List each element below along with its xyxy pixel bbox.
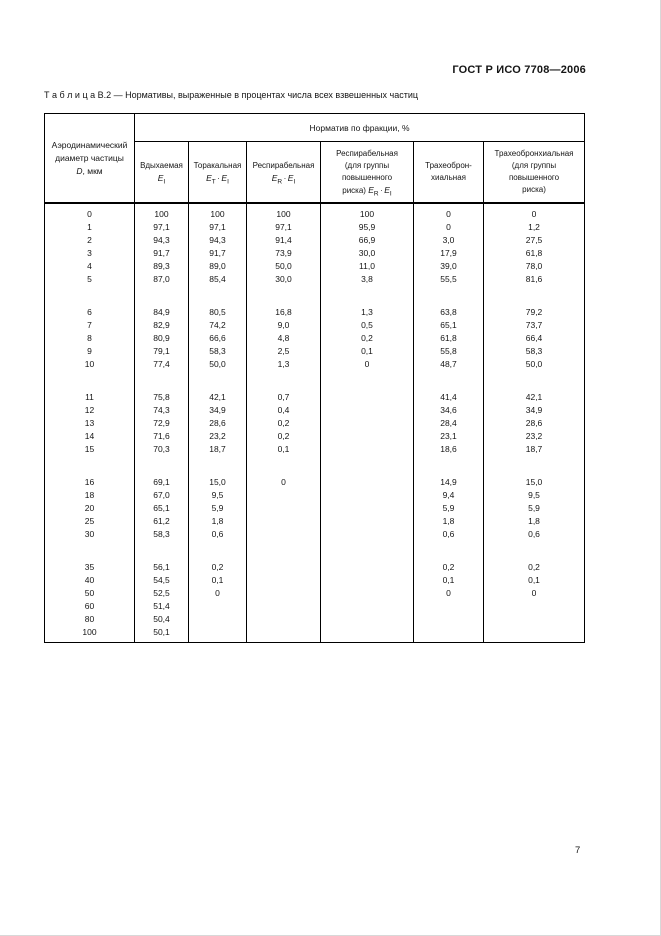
table-cell: 73,9 bbox=[247, 247, 321, 260]
table-cell: 55,8 bbox=[414, 345, 484, 358]
table-cell: 34,6 bbox=[414, 404, 484, 417]
table-cell: 13 bbox=[45, 417, 135, 430]
table-cell: 0,2 bbox=[247, 417, 321, 430]
table-cell: 23,2 bbox=[189, 430, 247, 443]
table-cell: 74,2 bbox=[189, 319, 247, 332]
table-cell: 9,4 bbox=[414, 489, 484, 502]
table-cell: 1,8 bbox=[414, 515, 484, 528]
table-row bbox=[45, 358, 585, 371]
table-cell: 0,2 bbox=[484, 561, 585, 574]
table-cell: 16 bbox=[45, 476, 135, 489]
table-cell bbox=[414, 600, 484, 613]
page-number: 7 bbox=[575, 845, 581, 856]
table-row bbox=[45, 345, 585, 358]
table-cell: 97,1 bbox=[135, 221, 189, 234]
table-row bbox=[45, 443, 585, 456]
table-cell: 0,1 bbox=[247, 443, 321, 456]
table-cell: 18,6 bbox=[414, 443, 484, 456]
table-cell bbox=[247, 600, 321, 613]
table-row bbox=[45, 391, 585, 404]
col-header-tracheobronchial-high-risk: Трахеобронхиальная (для группы повышенного риска) bbox=[484, 142, 585, 204]
table-cell: 80,9 bbox=[135, 332, 189, 345]
table-row bbox=[45, 306, 585, 319]
col-header-inhalable: Вдыхаемая $E_I$ bbox=[135, 142, 189, 204]
standard-code: ГОСТ Р ИСО 7708—2006 bbox=[452, 64, 586, 76]
table-cell: 0,2 bbox=[247, 430, 321, 443]
table-cell: 79,1 bbox=[135, 345, 189, 358]
table-cell: 80 bbox=[45, 613, 135, 626]
table-row bbox=[45, 430, 585, 443]
table-cell: 71,6 bbox=[135, 430, 189, 443]
table-cell: 15 bbox=[45, 443, 135, 456]
table-row bbox=[45, 561, 585, 574]
formula-respirable-high-risk: риска) $E_R \cdot E_I$ bbox=[342, 184, 392, 197]
table-cell bbox=[484, 613, 585, 626]
table-cell: 91,7 bbox=[135, 247, 189, 260]
table-row bbox=[45, 247, 585, 260]
table-cell: 58,3 bbox=[135, 528, 189, 541]
table-cell: 50,0 bbox=[484, 358, 585, 371]
table-cell: 50 bbox=[45, 587, 135, 600]
table-cell: 35 bbox=[45, 561, 135, 574]
table-cell: 0,6 bbox=[484, 528, 585, 541]
table-row bbox=[45, 489, 585, 502]
table-cell bbox=[321, 528, 414, 541]
table-cell bbox=[247, 515, 321, 528]
table-cell bbox=[414, 626, 484, 643]
table-cell: 100 bbox=[45, 626, 135, 643]
table-cell: 0,1 bbox=[484, 574, 585, 587]
table-cell: 100 bbox=[189, 203, 247, 221]
table-cell: 100 bbox=[247, 203, 321, 221]
table-cell: 9 bbox=[45, 345, 135, 358]
table-cell bbox=[189, 613, 247, 626]
table-row bbox=[45, 417, 585, 430]
table-cell: 6 bbox=[45, 306, 135, 319]
table-cell bbox=[321, 417, 414, 430]
col-header-diameter-symbol: D, мкм bbox=[76, 165, 103, 176]
table-cell: 56,1 bbox=[135, 561, 189, 574]
table-cell: 0,6 bbox=[414, 528, 484, 541]
table-cell: 11 bbox=[45, 391, 135, 404]
col-header-diameter-line1: Аэродинамический bbox=[51, 139, 128, 150]
table-cell: 61,2 bbox=[135, 515, 189, 528]
table-cell: 97,1 bbox=[247, 221, 321, 234]
table-cell: 9,0 bbox=[247, 319, 321, 332]
table-cell bbox=[189, 600, 247, 613]
table-cell bbox=[321, 600, 414, 613]
table-cell: 66,6 bbox=[189, 332, 247, 345]
table-cell: 100 bbox=[321, 203, 414, 221]
table-cell: 0 bbox=[189, 587, 247, 600]
table-cell: 58,3 bbox=[484, 345, 585, 358]
table-cell: 7 bbox=[45, 319, 135, 332]
norm-table bbox=[44, 113, 585, 643]
table-cell: 0,6 bbox=[189, 528, 247, 541]
table-cell: 42,1 bbox=[484, 391, 585, 404]
table-cell: 0 bbox=[414, 221, 484, 234]
formula-respirable: $E_R \cdot E_I$ bbox=[271, 172, 296, 185]
table-cell bbox=[321, 489, 414, 502]
table-cell: 0,2 bbox=[414, 561, 484, 574]
table-cell: 55,5 bbox=[414, 273, 484, 286]
table-cell bbox=[247, 561, 321, 574]
table-cell: 67,0 bbox=[135, 489, 189, 502]
table-cell: 30,0 bbox=[321, 247, 414, 260]
table-cell: 0,2 bbox=[189, 561, 247, 574]
table-cell: 89,3 bbox=[135, 260, 189, 273]
group-spacer-row bbox=[45, 286, 585, 306]
table-cell: 42,1 bbox=[189, 391, 247, 404]
table-cell: 10 bbox=[45, 358, 135, 371]
table-cell: 79,2 bbox=[484, 306, 585, 319]
table-cell: 23,1 bbox=[414, 430, 484, 443]
table-cell bbox=[321, 430, 414, 443]
table-cell: 52,5 bbox=[135, 587, 189, 600]
table-cell: 50,1 bbox=[135, 626, 189, 643]
table-cell: 80,5 bbox=[189, 306, 247, 319]
table-cell: 1 bbox=[45, 221, 135, 234]
group-spacer-row bbox=[45, 371, 585, 391]
col-header-diameter bbox=[45, 114, 135, 204]
formula-inhalable: $E_I$ bbox=[157, 172, 166, 185]
table-caption: Т а б л и ц а В.2 — Нормативы, выраженные в процентах числа всех взвешенных частиц bbox=[44, 90, 419, 100]
table-cell bbox=[321, 502, 414, 515]
table-cell: 28,6 bbox=[189, 417, 247, 430]
table-cell: 50,0 bbox=[189, 358, 247, 371]
table-cell: 0 bbox=[45, 203, 135, 221]
table-cell: 28,6 bbox=[484, 417, 585, 430]
table-cell: 77,4 bbox=[135, 358, 189, 371]
table-cell: 95,9 bbox=[321, 221, 414, 234]
table-cell: 61,8 bbox=[414, 332, 484, 345]
group-spacer-row bbox=[45, 541, 585, 561]
table-cell: 28,4 bbox=[414, 417, 484, 430]
table-cell: 11,0 bbox=[321, 260, 414, 273]
table-cell bbox=[247, 587, 321, 600]
table-cell: 4,8 bbox=[247, 332, 321, 345]
table-cell: 0,1 bbox=[189, 574, 247, 587]
table-cell: 15,0 bbox=[189, 476, 247, 489]
table-cell: 78,0 bbox=[484, 260, 585, 273]
table-cell: 18 bbox=[45, 489, 135, 502]
table-cell: 87,0 bbox=[135, 273, 189, 286]
table-cell: 70,3 bbox=[135, 443, 189, 456]
table-cell: 69,1 bbox=[135, 476, 189, 489]
table-cell: 91,4 bbox=[247, 234, 321, 247]
table-cell: 75,8 bbox=[135, 391, 189, 404]
table-cell: 50,0 bbox=[247, 260, 321, 273]
table-cell: 48,7 bbox=[414, 358, 484, 371]
table-cell: 30,0 bbox=[247, 273, 321, 286]
table-cell: 0,1 bbox=[321, 345, 414, 358]
table-cell bbox=[484, 626, 585, 643]
col-header-thoracic: Торакальная $E_T \cdot E_I$ bbox=[189, 142, 247, 204]
table-cell bbox=[321, 476, 414, 489]
table-row bbox=[45, 502, 585, 515]
table-cell: 0 bbox=[484, 587, 585, 600]
table-cell: 17,9 bbox=[414, 247, 484, 260]
table-cell: 94,3 bbox=[189, 234, 247, 247]
table-cell bbox=[247, 626, 321, 643]
table-cell: 66,4 bbox=[484, 332, 585, 345]
table-cell: 1,3 bbox=[247, 358, 321, 371]
table-cell: 82,9 bbox=[135, 319, 189, 332]
table-cell: 1,8 bbox=[484, 515, 585, 528]
table-row bbox=[45, 515, 585, 528]
table-cell: 20 bbox=[45, 502, 135, 515]
table-cell bbox=[321, 391, 414, 404]
span-header-norm-by-fraction: Норматив по фракции, % bbox=[135, 114, 585, 142]
table-row bbox=[45, 613, 585, 626]
table-cell: 72,9 bbox=[135, 417, 189, 430]
table-cell: 16,8 bbox=[247, 306, 321, 319]
table-cell bbox=[321, 574, 414, 587]
table-cell: 0,1 bbox=[414, 574, 484, 587]
table-cell: 5,9 bbox=[414, 502, 484, 515]
table-cell bbox=[321, 613, 414, 626]
table-cell: 23,2 bbox=[484, 430, 585, 443]
table-cell: 0,7 bbox=[247, 391, 321, 404]
table-row bbox=[45, 260, 585, 273]
table-cell bbox=[321, 626, 414, 643]
table-row bbox=[45, 600, 585, 613]
table-cell: 1,3 bbox=[321, 306, 414, 319]
table-cell: 14 bbox=[45, 430, 135, 443]
table-cell bbox=[321, 404, 414, 417]
table-cell: 12 bbox=[45, 404, 135, 417]
table-row bbox=[45, 332, 585, 345]
table-cell: 27,5 bbox=[484, 234, 585, 247]
table-row bbox=[45, 574, 585, 587]
table-cell bbox=[247, 528, 321, 541]
table-cell: 54,5 bbox=[135, 574, 189, 587]
table-row bbox=[45, 626, 585, 643]
table-cell: 65,1 bbox=[135, 502, 189, 515]
table-cell: 97,1 bbox=[189, 221, 247, 234]
table-cell: 9,5 bbox=[484, 489, 585, 502]
col-header-tracheobronchial: Трахеоброн- хиальная bbox=[414, 142, 484, 204]
table-cell: 0 bbox=[321, 358, 414, 371]
table-cell: 40 bbox=[45, 574, 135, 587]
table-cell: 5,9 bbox=[189, 502, 247, 515]
table-cell bbox=[189, 626, 247, 643]
col-header-respirable-high-risk: Респирабельная (для группы повышенного риска) $E_R \cdot E_I$ bbox=[321, 142, 414, 204]
table-cell: 0,2 bbox=[321, 332, 414, 345]
table-cell: 34,9 bbox=[189, 404, 247, 417]
table-row bbox=[45, 476, 585, 489]
table-row bbox=[45, 319, 585, 332]
table-cell: 3,8 bbox=[321, 273, 414, 286]
table-cell: 89,0 bbox=[189, 260, 247, 273]
table-cell: 85,4 bbox=[189, 273, 247, 286]
table-cell: 41,4 bbox=[414, 391, 484, 404]
table-cell: 9,5 bbox=[189, 489, 247, 502]
table-cell: 5,9 bbox=[484, 502, 585, 515]
table-cell: 34,9 bbox=[484, 404, 585, 417]
table-cell: 0,5 bbox=[321, 319, 414, 332]
table-cell: 25 bbox=[45, 515, 135, 528]
table-cell: 74,3 bbox=[135, 404, 189, 417]
table-cell: 1,8 bbox=[189, 515, 247, 528]
col-header-diameter-line2: диаметр частицы bbox=[55, 152, 124, 163]
table-cell bbox=[247, 613, 321, 626]
table-cell bbox=[321, 587, 414, 600]
table-cell: 8 bbox=[45, 332, 135, 345]
table-cell: 39,0 bbox=[414, 260, 484, 273]
table-cell: 66,9 bbox=[321, 234, 414, 247]
table-cell bbox=[247, 502, 321, 515]
group-spacer-row bbox=[45, 456, 585, 476]
table-body bbox=[45, 203, 585, 643]
formula-thoracic: $E_T \cdot E_I$ bbox=[206, 172, 229, 185]
table-cell: 2 bbox=[45, 234, 135, 247]
table-cell: 14,9 bbox=[414, 476, 484, 489]
table-cell bbox=[247, 574, 321, 587]
table-row bbox=[45, 404, 585, 417]
table-row bbox=[45, 528, 585, 541]
table-cell: 4 bbox=[45, 260, 135, 273]
table-row bbox=[45, 221, 585, 234]
table-cell: 58,3 bbox=[189, 345, 247, 358]
table-cell: 50,4 bbox=[135, 613, 189, 626]
table-cell: 61,8 bbox=[484, 247, 585, 260]
table-row bbox=[45, 234, 585, 247]
table-cell bbox=[321, 443, 414, 456]
table-cell: 18,7 bbox=[189, 443, 247, 456]
table-cell: 60 bbox=[45, 600, 135, 613]
table-cell: 0 bbox=[414, 587, 484, 600]
table-cell: 0 bbox=[414, 203, 484, 221]
table-cell: 18,7 bbox=[484, 443, 585, 456]
table-cell bbox=[414, 613, 484, 626]
table-cell bbox=[321, 515, 414, 528]
col-header-respirable: Респирабельная $E_R \cdot E_I$ bbox=[247, 142, 321, 204]
table-cell: 94,3 bbox=[135, 234, 189, 247]
table-cell: 30 bbox=[45, 528, 135, 541]
table-cell: 5 bbox=[45, 273, 135, 286]
header-row-span bbox=[45, 114, 585, 142]
table-cell: 63,8 bbox=[414, 306, 484, 319]
table-row bbox=[45, 273, 585, 286]
table-cell: 0,4 bbox=[247, 404, 321, 417]
table-cell: 3,0 bbox=[414, 234, 484, 247]
table-cell: 0 bbox=[484, 203, 585, 221]
table-cell: 3 bbox=[45, 247, 135, 260]
table-cell: 81,6 bbox=[484, 273, 585, 286]
table-cell bbox=[484, 600, 585, 613]
table-cell bbox=[321, 561, 414, 574]
table-cell: 1,2 bbox=[484, 221, 585, 234]
table-cell: 65,1 bbox=[414, 319, 484, 332]
table-cell: 15,0 bbox=[484, 476, 585, 489]
table-row bbox=[45, 203, 585, 221]
table-row bbox=[45, 587, 585, 600]
table-cell: 2,5 bbox=[247, 345, 321, 358]
table-cell: 100 bbox=[135, 203, 189, 221]
table-cell: 51,4 bbox=[135, 600, 189, 613]
table-cell bbox=[247, 489, 321, 502]
table-cell: 73,7 bbox=[484, 319, 585, 332]
table-cell: 84,9 bbox=[135, 306, 189, 319]
table-cell: 91,7 bbox=[189, 247, 247, 260]
table-cell: 0 bbox=[247, 476, 321, 489]
